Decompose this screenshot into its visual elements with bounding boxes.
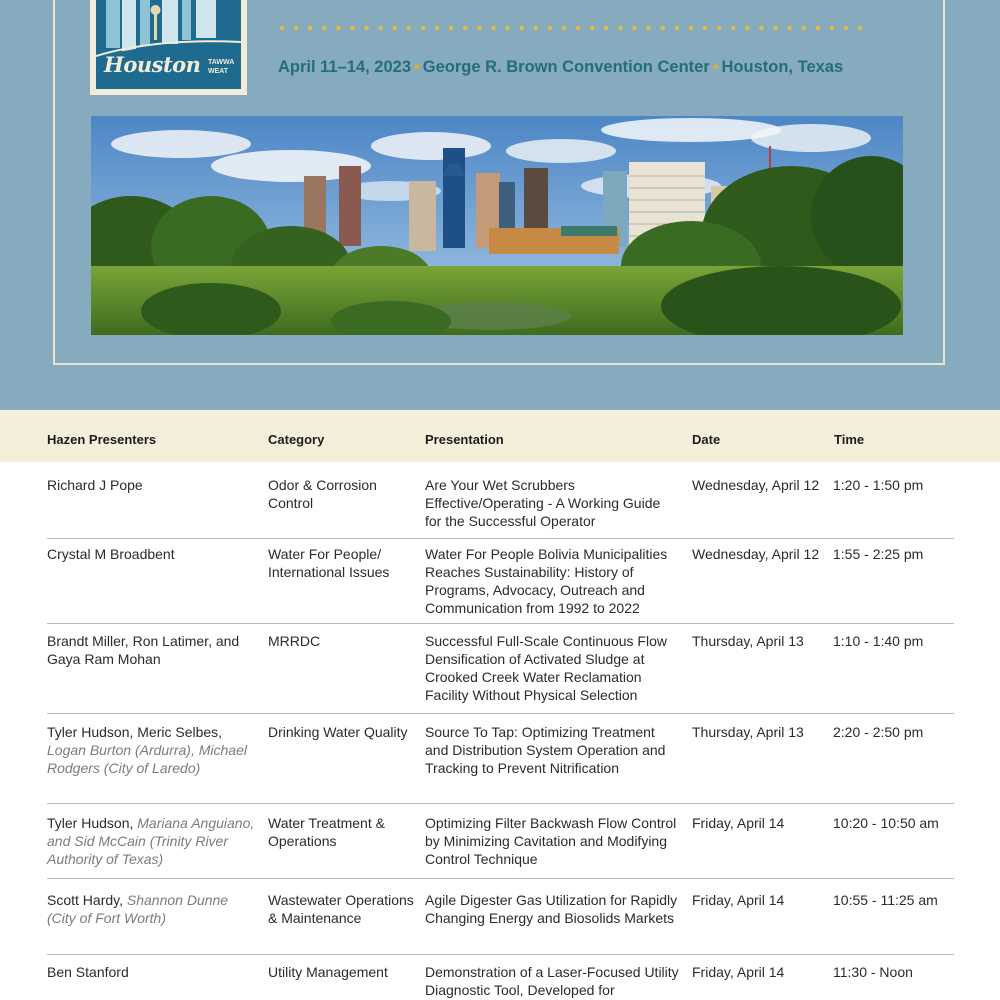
category-cell: Wastewater Operations & Maintenance — [268, 892, 414, 926]
column-header-date: Date — [692, 432, 721, 447]
presenters-guest: Logan Burton (Ardurra), Michael Rodgers (City of Laredo) — [47, 742, 247, 776]
presentation-cell: Demonstration of a Laser-Focused Utility Diagnostic Tool, Developed for — [425, 964, 679, 998]
row-divider — [47, 803, 954, 804]
divider-dot — [421, 26, 426, 31]
logo-tag-line1: TAWWA — [208, 59, 235, 66]
divider-dot — [632, 26, 637, 31]
logo-tag-line2: WEAT — [208, 68, 229, 75]
logo-tagline — [208, 58, 234, 76]
divider-dot — [787, 26, 792, 31]
presentation-cell: Successful Full-Scale Continuous Flow Densification of Activated Sludge at Crooked Creek Water Reclamation Facility Without Physical Selection — [425, 633, 667, 703]
divider-dot — [534, 26, 539, 31]
divider-dot — [378, 26, 383, 31]
presenters-main: Richard J Pope — [47, 477, 143, 493]
separator-dot: • — [712, 58, 719, 76]
presenters-guest: Shannon Dunne (City of Fort Worth) — [47, 892, 229, 926]
skyline-photo-icon — [91, 116, 903, 335]
divider-dot — [801, 26, 806, 31]
table-header — [0, 410, 1000, 462]
date-cell: Friday, April 14 — [692, 892, 785, 908]
divider-dot — [745, 26, 750, 31]
row-divider — [47, 623, 954, 624]
presenters-cell — [47, 632, 259, 668]
category-cell: Utility Management — [268, 964, 388, 980]
divider-dot — [576, 26, 581, 31]
time-cell: 1:10 - 1:40 pm — [833, 633, 924, 649]
date-cell: Thursday, April 13 — [692, 724, 804, 740]
event-venue: George R. Brown Convention Center — [422, 58, 710, 76]
divider-dot — [322, 26, 327, 31]
event-location: Houston, Texas — [721, 58, 844, 76]
column-header-time: Time — [834, 432, 865, 447]
column-header-presenters: Hazen Presenters — [47, 432, 157, 447]
divider-dot — [491, 26, 496, 31]
separator-dot: • — [414, 58, 420, 76]
presenters-main: Brandt Miller, Ron Latimer, and Gaya Ram Mohan — [47, 633, 240, 667]
dotted-divider — [278, 22, 868, 34]
presenters-main: Tyler Hudson, — [47, 815, 134, 831]
divider-dot — [463, 26, 468, 31]
divider-dot — [830, 26, 835, 31]
divider-dot — [675, 26, 680, 31]
date-cell: Wednesday, April 12 — [692, 546, 820, 562]
divider-dot — [350, 26, 355, 31]
date-cell: Thursday, April 13 — [692, 633, 804, 649]
category-cell: Drinking Water Quality — [268, 724, 408, 740]
divider-dot — [548, 26, 553, 31]
presenters-cell — [47, 723, 259, 777]
row-divider — [47, 713, 954, 714]
time-cell: 11:30 - Noon — [833, 964, 913, 980]
time-cell: 1:55 - 2:25 pm — [833, 546, 924, 562]
divider-dot — [844, 26, 849, 31]
category-cell: Water For People/ International Issues — [268, 546, 390, 580]
row-divider — [47, 878, 954, 879]
divider-dot — [477, 26, 482, 31]
divider-dot — [646, 26, 651, 31]
divider-dot — [773, 26, 778, 31]
divider-dot — [364, 26, 369, 31]
divider-dot — [590, 26, 595, 31]
presenters-main: Ben Stanford — [47, 964, 129, 980]
category-cell: Odor & Corrosion Control — [268, 477, 377, 511]
hero-banner — [0, 0, 1000, 410]
row-divider — [47, 954, 954, 955]
divider-dot — [308, 26, 313, 31]
houston-skyline-photo — [91, 116, 903, 335]
divider-dot — [519, 26, 524, 31]
presentation-cell: Water For People Bolivia Municipalities Reaches Sustainability: History of Programs, Advocacy, Outreach and Communication from 1992 to 2022 — [425, 546, 668, 616]
presentation-cell: Source To Tap: Optimizing Treatment and Distribution System Operation and Tracking to Prevent Nitrification — [425, 724, 666, 776]
presenters-cell — [47, 545, 259, 563]
row-divider — [47, 538, 954, 539]
presenters-cell — [47, 891, 259, 927]
divider-dot — [435, 26, 440, 31]
category-cell: MRRDC — [268, 633, 321, 649]
presenters-cell — [47, 476, 259, 494]
time-cell: 1:20 - 1:50 pm — [833, 477, 924, 493]
column-header-presentation: Presentation — [425, 432, 504, 447]
presenters-cell — [47, 963, 259, 981]
divider-dot — [660, 26, 665, 31]
presenters-main: Tyler Hudson, Meric Selbes, — [47, 724, 223, 740]
divider-dot — [280, 26, 285, 31]
divider-dot — [407, 26, 412, 31]
presenters-guest: Mariana Anguiano, and Sid McCain (Trinity River Authority of Texas) — [47, 815, 255, 867]
date-cell: Friday, April 14 — [692, 815, 785, 831]
date-cell: Friday, April 14 — [692, 964, 785, 980]
category-cell: Water Treatment & Operations — [268, 815, 385, 849]
divider-dot — [604, 26, 609, 31]
divider-dot — [689, 26, 694, 31]
event-dates: April 11–14, 2023 — [278, 58, 412, 76]
logo-city-name: Houston — [104, 52, 201, 77]
divider-dot — [393, 26, 398, 31]
presenters-main: Crystal M Broadbent — [47, 546, 175, 562]
time-cell: 2:20 - 2:50 pm — [833, 724, 924, 740]
event-dateline — [278, 58, 898, 77]
logo-badge — [96, 0, 241, 89]
time-cell: 10:20 - 10:50 am — [833, 815, 939, 831]
divider-dot — [449, 26, 454, 31]
presenters-cell — [47, 814, 259, 868]
presentation-cell: Optimizing Filter Backwash Flow Control by Minimizing Cavitation and Modifying Control Technique — [425, 815, 677, 867]
divider-dot — [717, 26, 722, 31]
date-cell: Wednesday, April 12 — [692, 477, 820, 493]
divider-dot — [703, 26, 708, 31]
divider-dot — [336, 26, 341, 31]
column-header-category: Category — [268, 432, 325, 447]
divider-dot — [505, 26, 510, 31]
divider-dot — [731, 26, 736, 31]
presenters-main: Scott Hardy, — [47, 892, 123, 908]
divider-dot — [294, 26, 299, 31]
divider-dot — [858, 26, 863, 31]
divider-dot — [562, 26, 567, 31]
presentation-cell: Are Your Wet Scrubbers Effective/Operating - A Working Guide for the Successful Operator — [425, 477, 661, 529]
divider-dot — [618, 26, 623, 31]
divider-dot — [759, 26, 764, 31]
time-cell: 10:55 - 11:25 am — [833, 892, 938, 908]
presentation-cell: Agile Digester Gas Utilization for Rapidly Changing Energy and Biosolids Markets — [425, 892, 678, 926]
conference-logo — [90, 0, 247, 95]
divider-dot — [816, 26, 821, 31]
